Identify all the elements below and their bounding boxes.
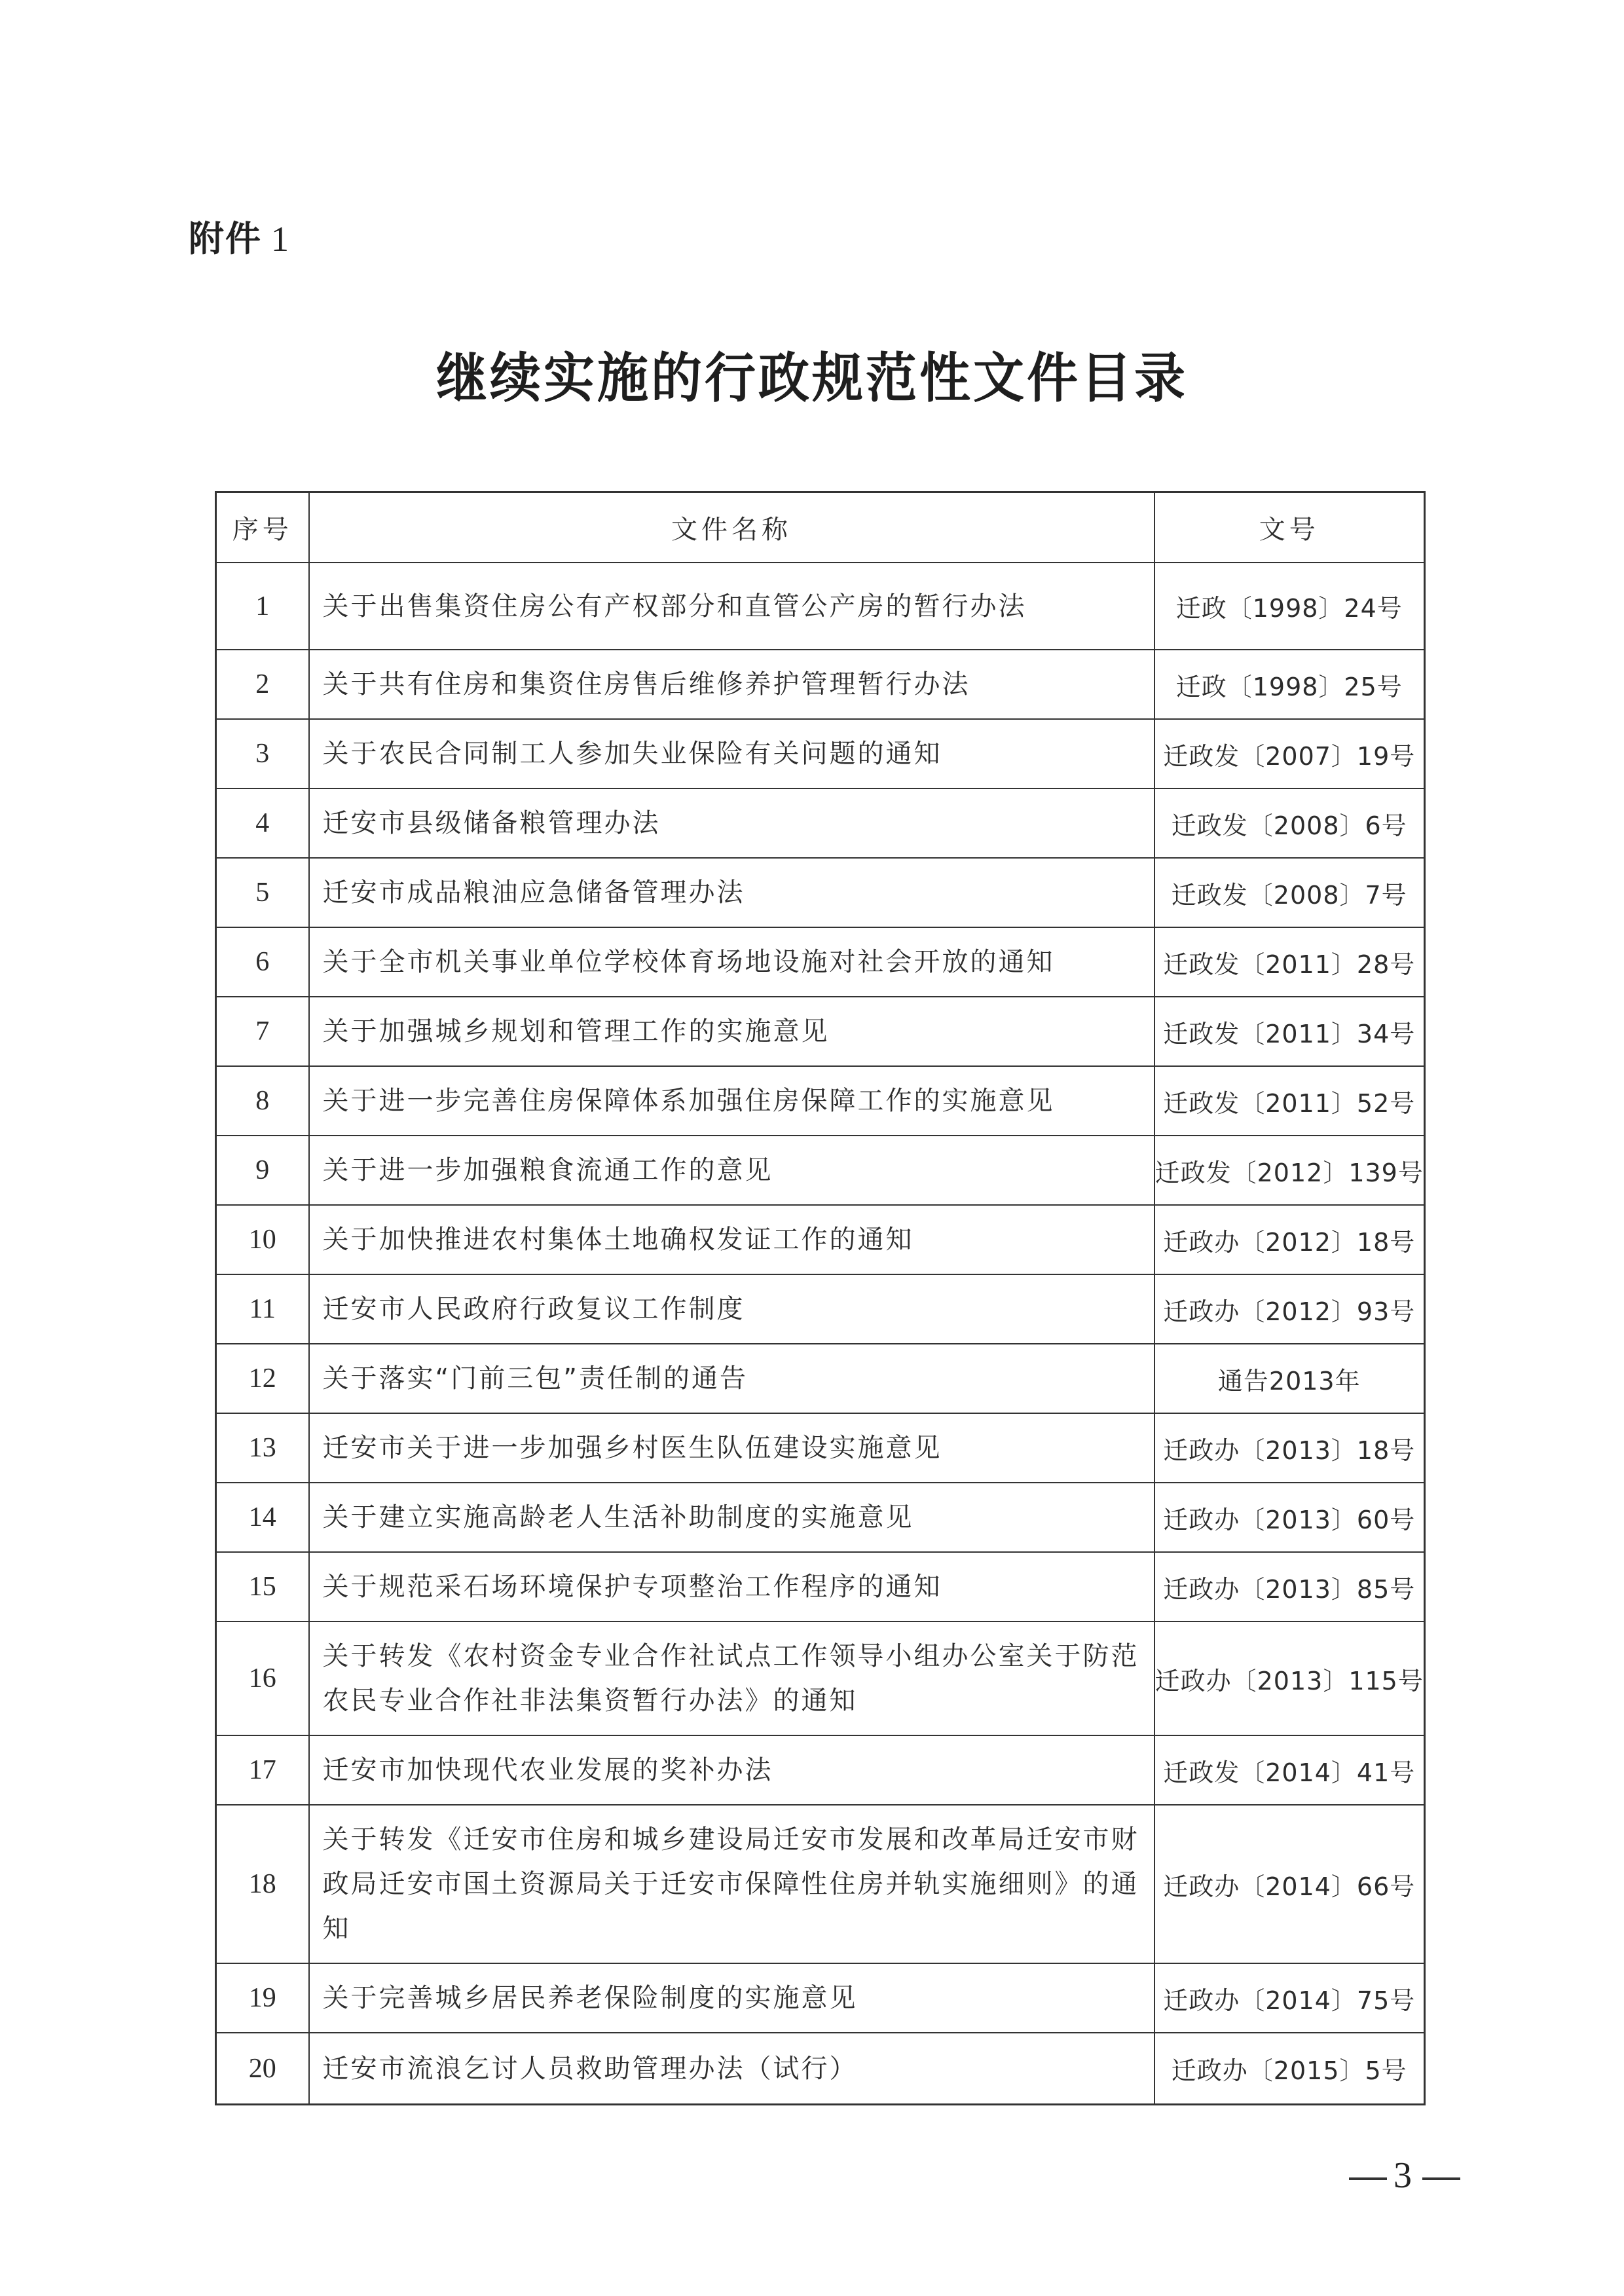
row-document-name: 关于进一步完善住房保障体系加强住房保障工作的实施意见 xyxy=(309,1066,1154,1136)
table-row xyxy=(216,650,1425,719)
column-header-name: 文件名称 xyxy=(309,492,1154,563)
row-index: 6 xyxy=(216,927,309,997)
table-row xyxy=(216,788,1425,858)
row-document-number: 迁政办〔2013〕115号 xyxy=(1154,1621,1425,1735)
attachment-label-text: 附件 xyxy=(189,218,262,259)
table-header-row xyxy=(216,492,1425,563)
table-row xyxy=(216,927,1425,997)
row-document-name: 迁安市加快现代农业发展的奖补办法 xyxy=(309,1735,1154,1805)
row-index: 1 xyxy=(216,563,309,650)
table-row xyxy=(216,858,1425,927)
row-index: 7 xyxy=(216,997,309,1066)
row-document-name: 关于共有住房和集资住房售后维修养护管理暂行办法 xyxy=(309,650,1154,719)
row-index: 3 xyxy=(216,719,309,788)
row-document-name: 关于转发《迁安市住房和城乡建设局迁安市发展和改革局迁安市财政局迁安市国土资源局关于迁安市保障性住房并轨实施细则》的通知 xyxy=(309,1805,1154,1963)
table-row xyxy=(216,1066,1425,1136)
row-document-number: 迁政发〔2014〕41号 xyxy=(1154,1735,1425,1805)
row-document-number: 迁政办〔2013〕60号 xyxy=(1154,1483,1425,1552)
row-index: 5 xyxy=(216,858,309,927)
row-document-name: 迁安市流浪乞讨人员救助管理办法（试行） xyxy=(309,2033,1154,2105)
row-document-name: 关于全市机关事业单位学校体育场地设施对社会开放的通知 xyxy=(309,927,1154,997)
row-document-name: 关于落实“门前三包”责任制的通告 xyxy=(309,1344,1154,1413)
row-index: 18 xyxy=(216,1805,309,1963)
row-document-number: 迁政办〔2012〕93号 xyxy=(1154,1274,1425,1344)
row-document-name: 迁安市关于进一步加强乡村医生队伍建设实施意见 xyxy=(309,1413,1154,1483)
row-document-name: 关于加强城乡规划和管理工作的实施意见 xyxy=(309,997,1154,1066)
attachment-label xyxy=(189,211,290,261)
row-document-name: 关于规范采石场环境保护专项整治工作程序的通知 xyxy=(309,1552,1154,1621)
column-header-doc-number: 文号 xyxy=(1154,492,1425,563)
table-row xyxy=(216,719,1425,788)
row-document-name: 关于出售集资住房公有产权部分和直管公产房的暂行办法 xyxy=(309,563,1154,650)
table-row xyxy=(216,1205,1425,1274)
row-document-number: 迁政办〔2014〕66号 xyxy=(1154,1805,1425,1963)
row-document-name: 关于转发《农村资金专业合作社试点工作领导小组办公室关于防范农民专业合作社非法集资暂行办法》的通知 xyxy=(309,1621,1154,1735)
row-document-name: 关于进一步加强粮食流通工作的意见 xyxy=(309,1136,1154,1205)
row-document-number: 迁政办〔2014〕75号 xyxy=(1154,1963,1425,2033)
row-document-number: 迁政发〔2007〕19号 xyxy=(1154,719,1425,788)
row-document-number: 迁政办〔2013〕85号 xyxy=(1154,1552,1425,1621)
page-title-text: 继续实施的行政规范性文件目录 xyxy=(435,348,1188,410)
row-document-number: 迁政发〔2011〕52号 xyxy=(1154,1066,1425,1136)
row-document-number: 迁政办〔2013〕18号 xyxy=(1154,1413,1425,1483)
document-catalog-table xyxy=(215,491,1426,2105)
table-row xyxy=(216,1621,1425,1735)
table-row xyxy=(216,563,1425,650)
row-document-name: 关于农民合同制工人参加失业保险有关问题的通知 xyxy=(309,719,1154,788)
row-index: 16 xyxy=(216,1621,309,1735)
row-document-name: 关于加快推进农村集体土地确权发证工作的通知 xyxy=(309,1205,1154,1274)
row-index: 14 xyxy=(216,1483,309,1552)
page-number-dash-left xyxy=(1349,2177,1387,2180)
row-index: 4 xyxy=(216,788,309,858)
row-document-name: 关于完善城乡居民养老保险制度的实施意见 xyxy=(309,1963,1154,2033)
table-row xyxy=(216,2033,1425,2105)
page-number-dash-right xyxy=(1422,2177,1460,2180)
row-index: 15 xyxy=(216,1552,309,1621)
row-index: 10 xyxy=(216,1205,309,1274)
row-index: 13 xyxy=(216,1413,309,1483)
row-document-number: 迁政发〔2011〕28号 xyxy=(1154,927,1425,997)
row-document-name: 迁安市人民政府行政复议工作制度 xyxy=(309,1274,1154,1344)
row-index: 2 xyxy=(216,650,309,719)
row-document-name: 迁安市成品粮油应急储备管理办法 xyxy=(309,858,1154,927)
table-row xyxy=(216,1483,1425,1552)
row-document-number: 迁政办〔2015〕5号 xyxy=(1154,2033,1425,2105)
row-document-name: 迁安市县级储备粮管理办法 xyxy=(309,788,1154,858)
row-index: 17 xyxy=(216,1735,309,1805)
table-row xyxy=(216,1805,1425,1963)
row-document-number: 迁政发〔2011〕34号 xyxy=(1154,997,1425,1066)
page-number xyxy=(1342,2155,1467,2196)
table-row xyxy=(216,1963,1425,2033)
row-document-number: 迁政发〔2008〕7号 xyxy=(1154,858,1425,927)
row-index: 9 xyxy=(216,1136,309,1205)
table-row xyxy=(216,997,1425,1066)
row-document-number: 迁政发〔2008〕6号 xyxy=(1154,788,1425,858)
page-title xyxy=(0,337,1624,411)
table-row xyxy=(216,1274,1425,1344)
row-index: 12 xyxy=(216,1344,309,1413)
row-document-number: 迁政〔1998〕24号 xyxy=(1154,563,1425,650)
table-row xyxy=(216,1552,1425,1621)
row-document-number: 迁政发〔2012〕139号 xyxy=(1154,1136,1425,1205)
page-number-text: 3 xyxy=(1393,2155,1416,2196)
row-index: 11 xyxy=(216,1274,309,1344)
row-document-number: 迁政〔1998〕25号 xyxy=(1154,650,1425,719)
table-row xyxy=(216,1735,1425,1805)
row-index: 20 xyxy=(216,2033,309,2105)
attachment-number: 1 xyxy=(271,219,290,259)
row-index: 19 xyxy=(216,1963,309,2033)
table-row xyxy=(216,1136,1425,1205)
table-row xyxy=(216,1344,1425,1413)
row-document-number: 迁政办〔2012〕18号 xyxy=(1154,1205,1425,1274)
row-index: 8 xyxy=(216,1066,309,1136)
table-row xyxy=(216,1413,1425,1483)
row-document-name: 关于建立实施高龄老人生活补助制度的实施意见 xyxy=(309,1483,1154,1552)
row-document-number: 通告2013年 xyxy=(1154,1344,1425,1413)
column-header-index: 序号 xyxy=(216,492,309,563)
